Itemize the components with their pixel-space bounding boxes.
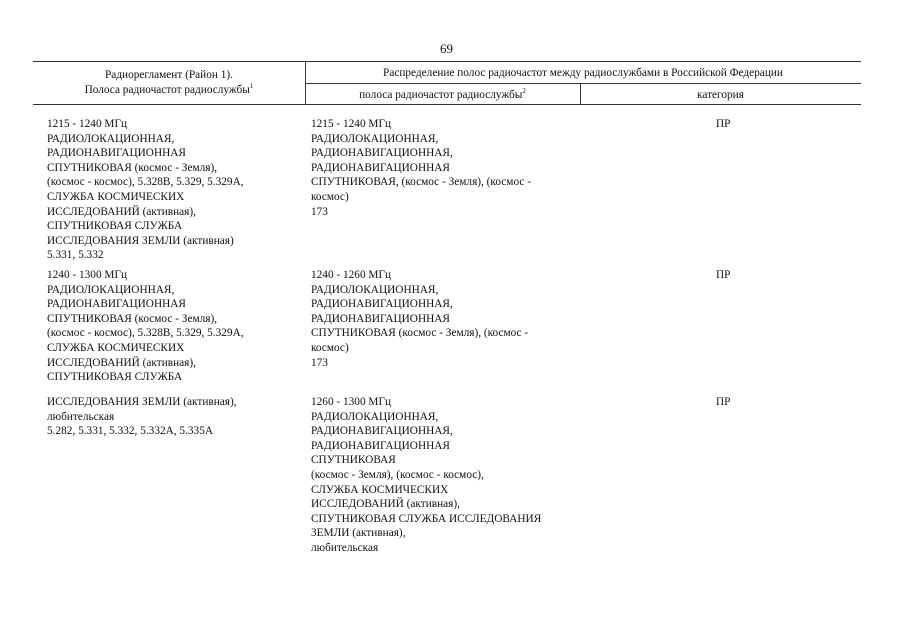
cell-line: РАДИОНАВИГАЦИОННАЯ [311,439,450,452]
cell-line: ИССЛЕДОВАНИЯ ЗЕМЛИ (активная) [47,234,234,247]
row-3-radio-regulations [47,395,237,439]
header-left [33,68,305,97]
cell-line: ИССЛЕДОВАНИЙ (активная), [311,498,460,511]
cell-line: РАДИОНАВИГАЦИОННАЯ, [311,298,453,311]
cell-line: любительская [311,541,379,554]
cell-line: (космос - Земля), (космос - космос), [311,468,484,481]
cell-line: 5.331, 5.332 [47,249,104,262]
cell-line: космос) [311,341,349,354]
table-header-bottom-rule [33,104,861,105]
header-split-rule [305,83,861,84]
cell-line: космос) [311,190,349,203]
cell-line: ИССЛЕДОВАНИЙ (активная), [47,356,196,369]
header-right-category: категория [697,89,744,101]
footnote-marker-2: 2 [522,87,526,95]
cell-line: РАДИОНАВИГАЦИОННАЯ [311,161,450,174]
cell-line: СПУТНИКОВАЯ, (космос - Земля), (космос - [311,176,531,189]
cell-line: 1240 - 1260 МГц [311,269,392,281]
row-1-radio-regulations [47,117,244,263]
row-2-radio-regulations [47,268,244,385]
cell-line: 1260 - 1300 МГц [311,396,392,408]
header-right-band: полоса радиочастот радиослужбы$^2$ [359,87,526,101]
cell-line: РАДИОНАВИГАЦИОННАЯ [47,147,186,160]
cell-line: ИССЛЕДОВАНИЙ (активная), [47,205,196,218]
header-left-line1: Радиорегламент (Район 1). [105,69,233,81]
header-right-top: Распределение полос радиочастот между радиослужбами в Российской Федерации [383,67,783,79]
cell-line: РАДИОНАВИГАЦИОННАЯ, [311,147,453,160]
row-3-category: ПР [716,396,731,408]
cell-line: СПУТНИКОВАЯ (космос - Земля), [47,312,218,325]
cell-line: ИССЛЕДОВАНИЯ ЗЕМЛИ (активная), [47,396,237,408]
cell-line: 1215 - 1240 МГц [47,118,128,130]
cell-line: (космос - космос), 5.328B, 5.329, 5.329A, [47,327,244,340]
cell-line: 173 [311,205,328,218]
cell-line: СЛУЖБА КОСМИЧЕСКИХ [311,483,449,496]
cell-line: СПУТНИКОВАЯ СЛУЖБА [47,220,183,233]
cell-line: (космос - космос), 5.328B, 5.329, 5.329A, [47,176,244,189]
cell-line: РАДИОНАВИГАЦИОННАЯ [311,312,450,325]
footnote-marker-1: 1 [249,81,254,90]
cell-line: ЗЕМЛИ (активная), [311,527,406,540]
cell-line: РАДИОНАВИГАЦИОННАЯ [47,298,186,311]
cell-line: СПУТНИКОВАЯ (космос - Земля), (космос - [311,327,529,340]
cell-line: РАДИОЛОКАЦИОННАЯ, [47,132,175,145]
table-top-rule [33,61,861,62]
page-number: 69 [440,41,453,56]
cell-line: СПУТНИКОВАЯ [311,454,396,467]
cell-line: СЛУЖБА КОСМИЧЕСКИХ [47,190,185,203]
cell-line: РАДИОЛОКАЦИОННАЯ, [311,283,439,296]
cell-line: СЛУЖБА КОСМИЧЕСКИХ [47,341,185,354]
cell-line: СПУТНИКОВАЯ СЛУЖБА [47,371,183,384]
cell-line: СПУТНИКОВАЯ СЛУЖБА ИССЛЕДОВАНИЯ [311,512,542,525]
cell-line: любительская [47,410,115,423]
row-2-category: ПР [716,269,731,281]
cell-line: РАДИОЛОКАЦИОННАЯ, [47,283,175,296]
cell-line: РАДИОЛОКАЦИОННАЯ, [311,410,439,423]
row-1-category: ПР [716,118,731,130]
cell-line: 5.282, 5.331, 5.332, 5.332A, 5.335A [47,425,214,438]
row-2-rf-allocation [311,268,528,370]
cell-line: РАДИОНАВИГАЦИОННАЯ, [311,425,453,438]
cell-line: 173 [311,356,328,369]
row-1-rf-allocation [311,117,531,219]
cell-line: 1215 - 1240 МГц [311,118,392,130]
cell-line: СПУТНИКОВАЯ (космос - Земля), [47,161,218,174]
cell-line: 1240 - 1300 МГц [47,269,128,281]
row-3-rf-allocation [311,395,541,556]
cell-line: РАДИОЛОКАЦИОННАЯ, [311,132,439,145]
header-left-line2: Полоса радиочастот радиослужбы$^1$ [84,81,254,96]
